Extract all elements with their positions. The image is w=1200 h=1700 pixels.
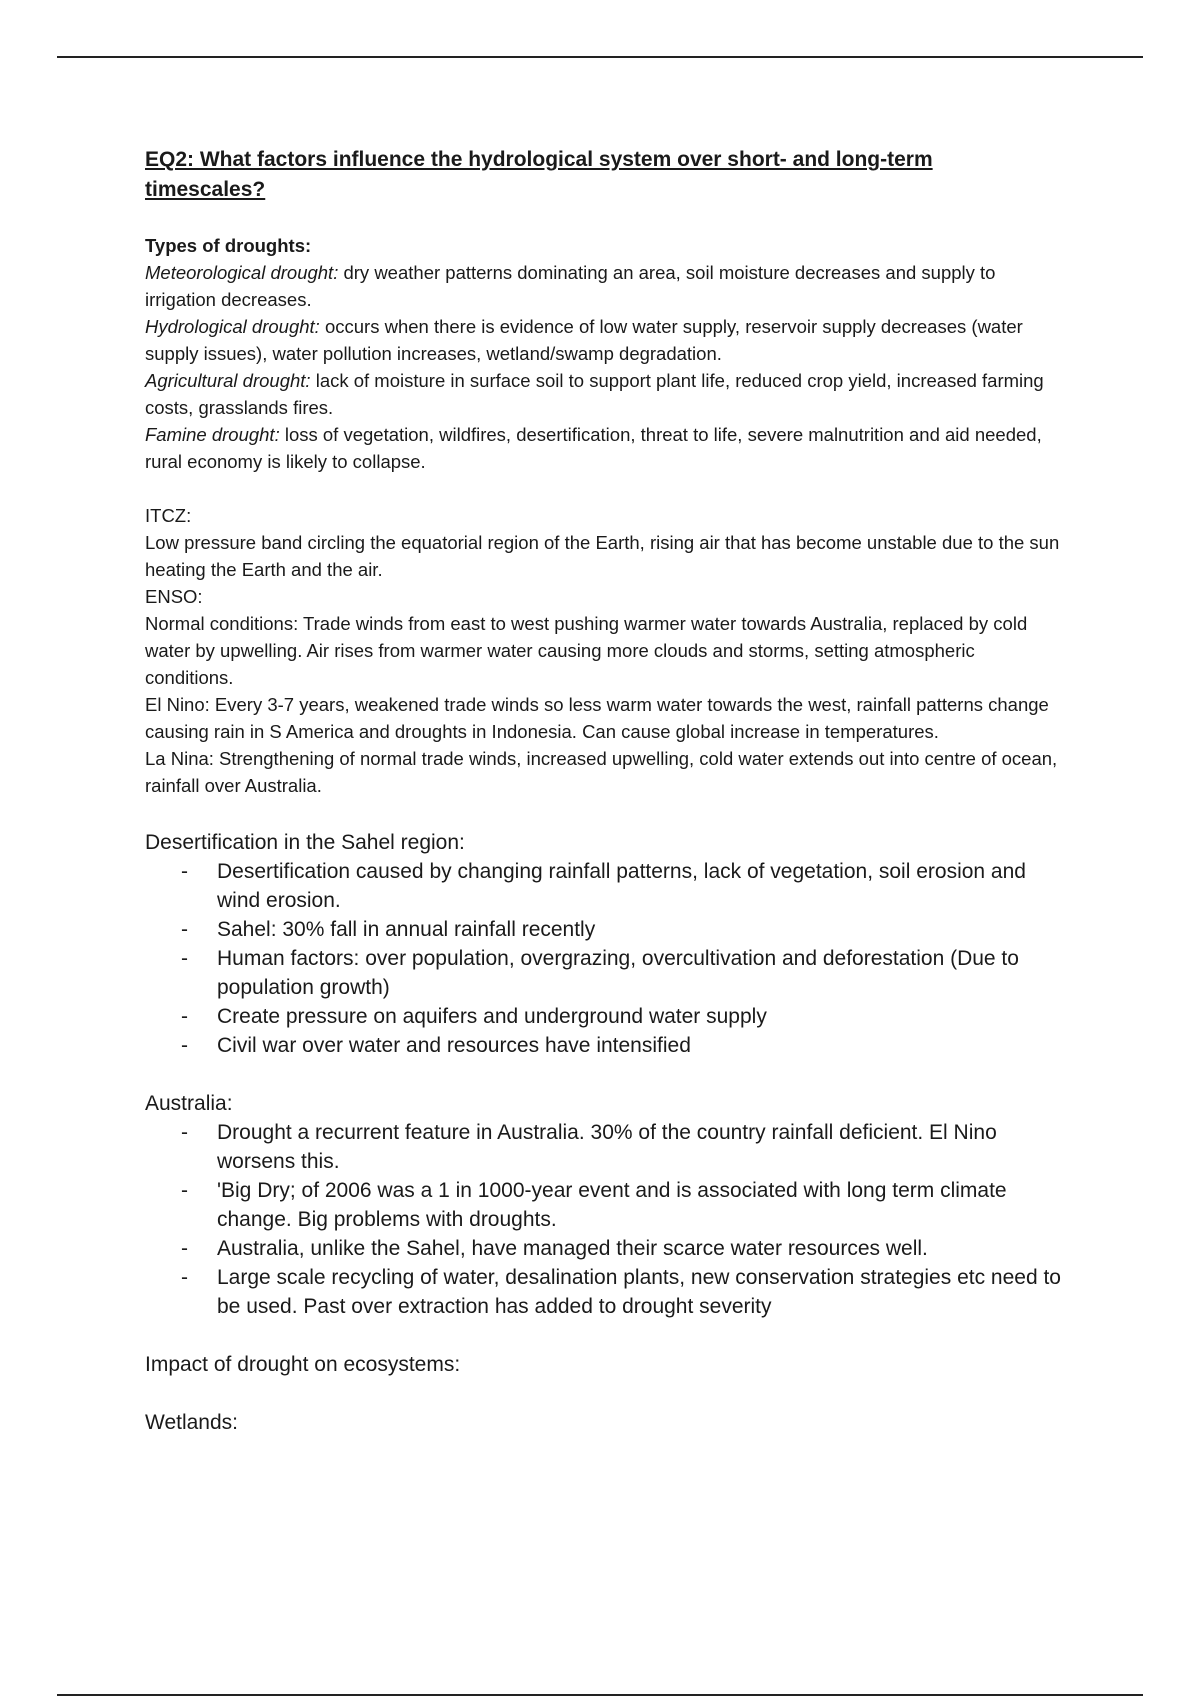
drought-item [145,313,1065,367]
drought-item [145,259,1065,313]
list-item: - Human factors: over population, overgrazing, overcultivation and deforestation (Due to population growth) [217,944,1065,1002]
list-item: - Sahel: 30% fall in annual rainfall recently [217,915,1065,944]
header-rule [57,56,1143,58]
drought-term: Meteorological drought: [145,262,339,283]
droughts-section [145,232,1065,475]
page-title: EQ2: What factors influence the hydrological system over short- and long-term timescales? [145,148,933,201]
drought-description: loss of vegetation, wildfires, desertification, threat to life, severe malnutrition and aid needed, rural economy is likely to collapse. [145,424,1042,472]
list-item: - 'Big Dry; of 2006 was a 1 in 1000-year event and is associated with long term climate change. Big problems with droughts. [217,1176,1065,1234]
drought-item [145,421,1065,475]
footer-rule [57,1694,1143,1696]
ecosystems-section [145,1350,1065,1437]
list-item: - Civil war over water and resources have intensified [217,1031,1065,1060]
enso-heading: ENSO: [145,586,203,607]
drought-description: lack of moisture in surface soil to support plant life, reduced crop yield, increased farming costs, grasslands fires. [145,370,1044,418]
drought-description: dry weather patterns dominating an area, soil moisture decreases and supply to irrigation decreases. [145,262,996,310]
sahel-heading: Desertification in the Sahel region: [145,831,465,854]
enso-la-nina: La Nina: Strengthening of normal trade winds, increased upwelling, cold water extends out into centre of ocean, rainfall over Australia. [145,748,1058,796]
droughts-heading: Types of droughts: [145,235,312,256]
document-body [145,145,1065,1437]
itcz-text: Low pressure band circling the equatorial region of the Earth, rising air that has become unstable due to the sun heating the Earth and the air. [145,532,1060,580]
australia-section [145,1089,1065,1321]
drought-term: Famine drought: [145,424,280,445]
list-item: - Drought a recurrent feature in Australia. 30% of the country rainfall deficient. El Nino worsens this. [217,1118,1065,1176]
list-item: - Desertification caused by changing rainfall patterns, lack of vegetation, soil erosion and wind erosion. [217,857,1065,915]
sahel-list [145,857,1065,1060]
australia-heading: Australia: [145,1092,233,1115]
list-item: - Create pressure on aquifers and underground water supply [217,1002,1065,1031]
itcz-enso-section [145,502,1065,799]
enso-normal-conditions: Normal conditions: Trade winds from east to west pushing warmer water towards Australia, replaced by cold water by upwelling. Air rises from warmer water causing more clouds and storms, setting atmospheric conditions. [145,613,1028,688]
wetlands-heading: Wetlands: [145,1411,238,1434]
list-item: - Large scale recycling of water, desalination plants, new conservation strategies etc need to be used. Past over extraction has added to drought severity [217,1263,1065,1321]
drought-term: Agricultural drought: [145,370,311,391]
drought-term: Hydrological drought: [145,316,320,337]
list-item: - Australia, unlike the Sahel, have managed their scarce water resources well. [217,1234,1065,1263]
itcz-heading: ITCZ: [145,505,192,526]
ecosystems-heading: Impact of drought on ecosystems: [145,1353,461,1376]
enso-el-nino: El Nino: Every 3-7 years, weakened trade winds so less warm water towards the west, rainfall patterns change causing rain in S America and droughts in Indonesia. Can cause global increase in temperatures. [145,694,1049,742]
drought-item [145,367,1065,421]
drought-description: occurs when there is evidence of low water supply, reservoir supply decreases (water supply issues), water pollution increases, wetland/swamp degradation. [145,316,1023,364]
australia-list [145,1118,1065,1321]
sahel-section [145,828,1065,1060]
